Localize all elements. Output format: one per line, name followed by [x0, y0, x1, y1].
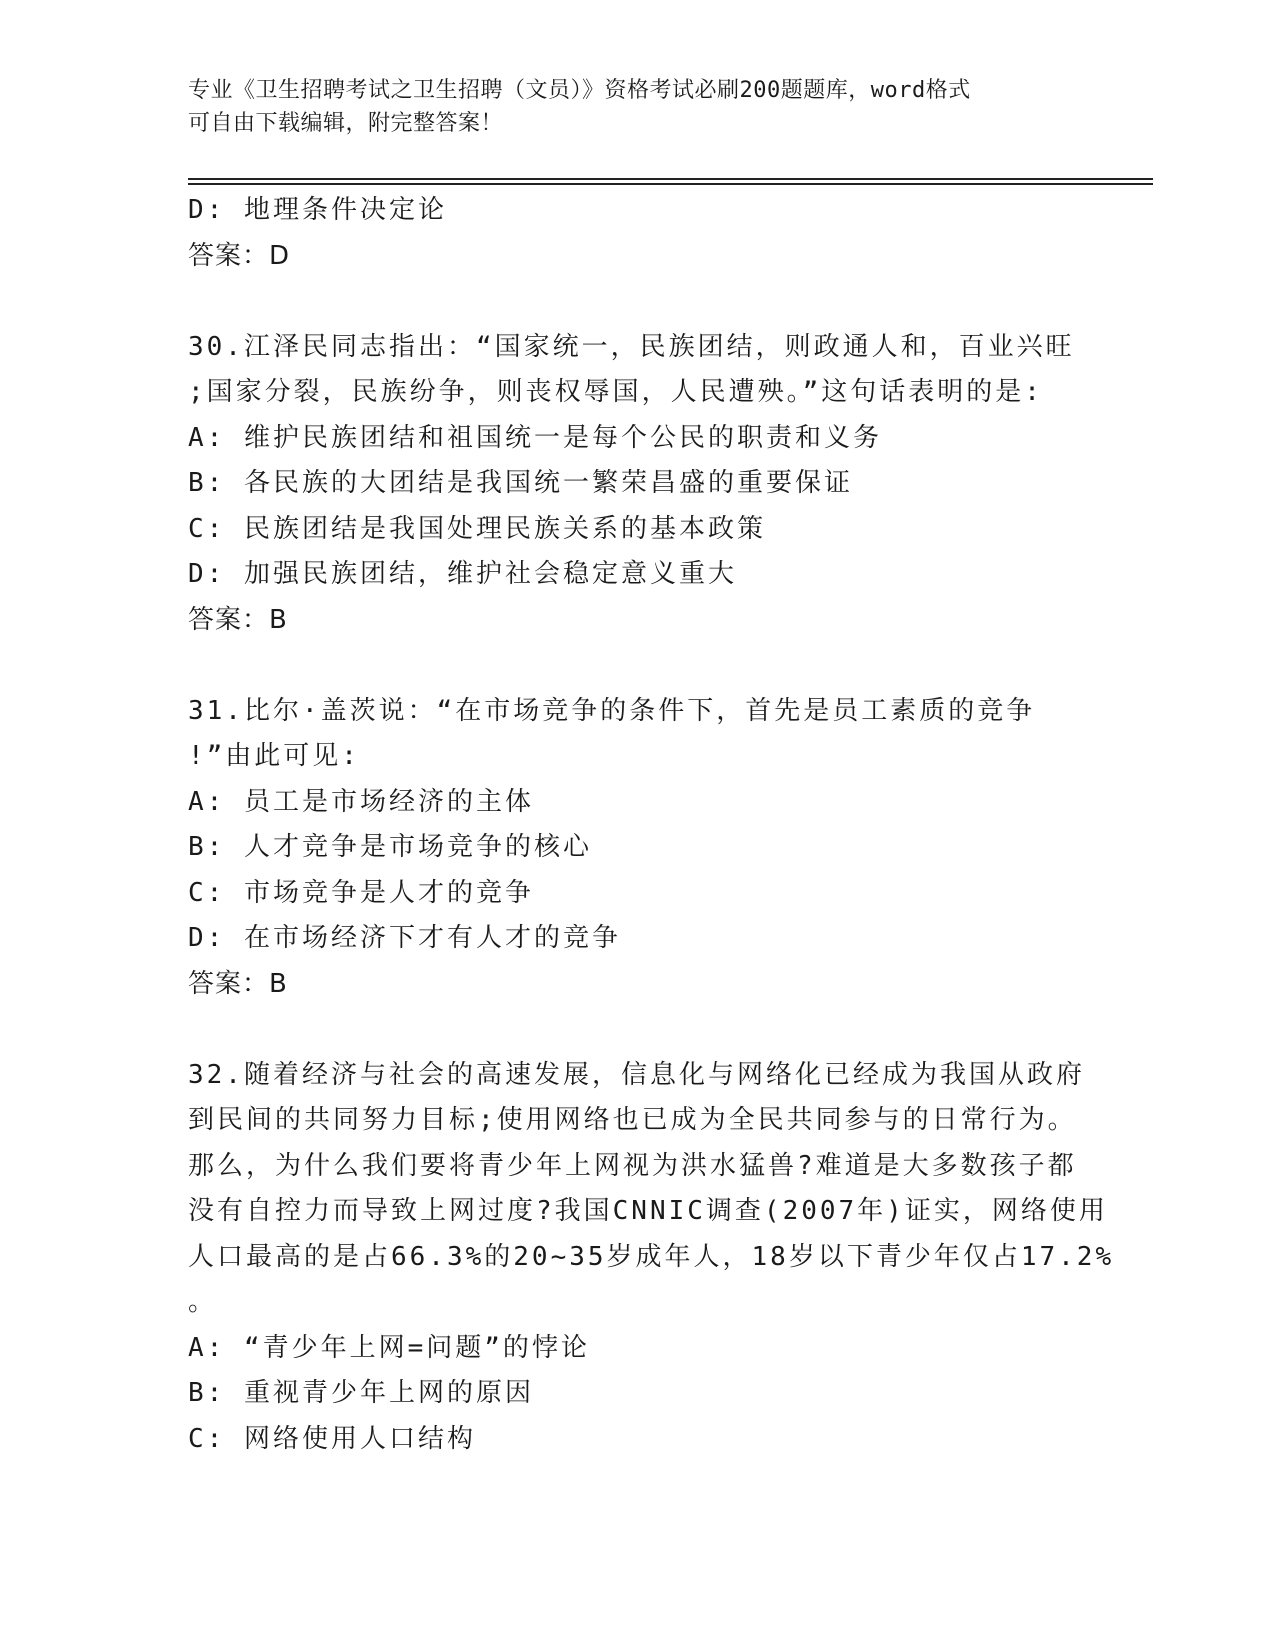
- question-stem-line: 到民间的共同努力目标;使用网络也已成为全民共同参与的日常行为。: [188, 1105, 1077, 1135]
- spacer: [188, 279, 1148, 325]
- answer-line: 答案：B: [188, 968, 288, 999]
- question-stem-line: !”由此可见:: [188, 741, 360, 771]
- question-stem-line: 30.江泽民同志指出：“国家统一，民族团结，则政通人和，百业兴旺: [188, 331, 1075, 362]
- question-32: [188, 1053, 1148, 1463]
- option-a: A: “青少年上网=问题”的悖论: [188, 1332, 590, 1363]
- option-c: C: 市场竞争是人才的竞争: [188, 877, 534, 908]
- header-divider-top: [188, 178, 1153, 180]
- option-b: B: 人才竞争是市场竞争的核心: [188, 832, 592, 862]
- option-a: A: 员工是市场经济的主体: [188, 786, 534, 817]
- header-title-line-1: 专业《卫生招聘考试之卫生招聘（文员）》资格考试必刷200题题库，word格式: [188, 78, 971, 103]
- option-d: D: 加强民族团结，维护社会稳定意义重大: [188, 559, 737, 589]
- document-body: [188, 188, 1148, 1462]
- question-stem-line: 32.随着经济与社会的高速发展，信息化与网络化已经成为我国从政府: [188, 1059, 1085, 1090]
- question-stem-line: ;国家分裂，民族纷争，则丧权辱国，人民遭殃。”这句话表明的是:: [188, 377, 1043, 407]
- question-stem-line: 没有自控力而导致上网过度?我国CNNIC调查(2007年)证实，网络使用: [188, 1196, 1108, 1226]
- spacer: [188, 643, 1148, 689]
- question-stem-line: 。: [188, 1287, 218, 1317]
- spacer: [188, 1007, 1148, 1053]
- option-d: D: 地理条件决定论: [188, 195, 447, 225]
- header-divider-bottom: [188, 183, 1153, 185]
- option-b: B: 重视青少年上网的原因: [188, 1378, 534, 1408]
- question-stem-line: 人口最高的是占66.3%的20~35岁成年人，18岁以下青少年仅占17.2%: [188, 1241, 1115, 1272]
- option-d: D: 在市场经济下才有人才的竞争: [188, 923, 621, 953]
- document-header: [188, 74, 1088, 140]
- question-29-tail: [188, 188, 1148, 279]
- question-30: [188, 325, 1148, 644]
- question-stem-line: 那么，为什么我们要将青少年上网视为洪水猛兽?难道是大多数孩子都: [188, 1150, 1077, 1181]
- question-31: [188, 689, 1148, 1008]
- option-a: A: 维护民族团结和祖国统一是每个公民的职责和义务: [188, 422, 882, 453]
- option-c: C: 网络使用人口结构: [188, 1423, 476, 1454]
- option-c: C: 民族团结是我国处理民族关系的基本政策: [188, 513, 766, 544]
- option-b: B: 各民族的大团结是我国统一繁荣昌盛的重要保证: [188, 468, 853, 498]
- answer-line: 答案：D: [188, 240, 291, 271]
- question-stem-line: 31.比尔·盖茨说：“在市场竞争的条件下，首先是员工素质的竞争: [188, 695, 1036, 726]
- answer-line: 答案：B: [188, 604, 288, 635]
- header-title-line-2: 可自由下载编辑，附完整答案！: [188, 111, 504, 136]
